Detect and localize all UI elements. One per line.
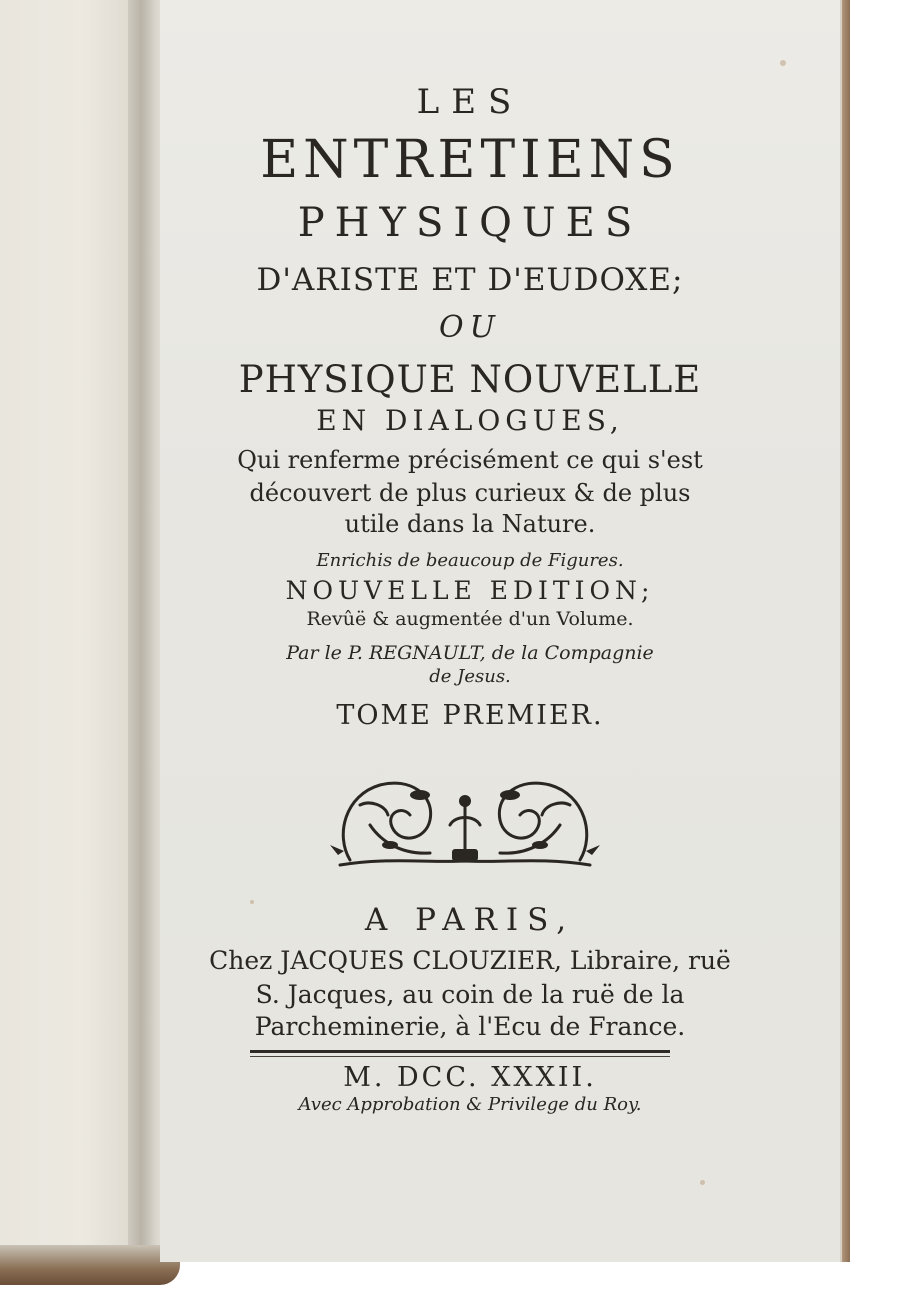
revue-line: Revûë & augmentée d'un Volume. xyxy=(306,608,634,630)
imprint-rule-thin xyxy=(250,1056,670,1057)
author-line-2: de Jesus. xyxy=(429,666,511,687)
title-line-physique-nouvelle: PHYSIQUE NOUVELLE xyxy=(238,358,702,401)
title-line-ou: OU xyxy=(439,310,501,345)
imprint-line-3: Parcheminerie, à l'Ecu de France. xyxy=(254,1012,686,1041)
imprint-privilege: Avec Approbation & Privilege du Roy. xyxy=(298,1094,642,1115)
description-line-3: utile dans la Nature. xyxy=(344,510,596,538)
imprint-date: M. DCC. XXXII. xyxy=(343,1062,597,1093)
binding-corner xyxy=(0,1245,180,1285)
enrichis-line: Enrichis de beaucoup de Figures. xyxy=(316,550,624,571)
tome-line: TOME PREMIER. xyxy=(336,700,604,731)
edition-line: NOUVELLE EDITION; xyxy=(285,576,655,605)
author-line-1: Par le P. REGNAULT, de la Compagnie xyxy=(286,642,654,664)
imprint-line-1: Chez JACQUES CLOUZIER, Libraire, ruë xyxy=(209,946,731,975)
title-line-ariste: D'ARISTE ET D'EUDOXE; xyxy=(256,262,684,298)
title-line-dialogues: EN DIALOGUES, xyxy=(316,404,624,437)
imprint-city: A PARIS, xyxy=(364,902,576,938)
imprint-rule xyxy=(250,1050,670,1053)
left-page xyxy=(0,0,140,1265)
imprint-line-2: S. Jacques, au coin de la ruë de la xyxy=(255,980,685,1009)
description-line-2: découvert de plus curieux & de plus xyxy=(249,479,691,507)
printers-ornament-icon xyxy=(330,765,600,877)
title-line-les: LES xyxy=(416,82,524,122)
title-line-entretiens: ENTRETIENS xyxy=(260,130,680,190)
title-line-physiques: PHYSIQUES xyxy=(297,200,643,246)
description-line-1: Qui renferme précisément ce qui s'est xyxy=(237,446,703,474)
